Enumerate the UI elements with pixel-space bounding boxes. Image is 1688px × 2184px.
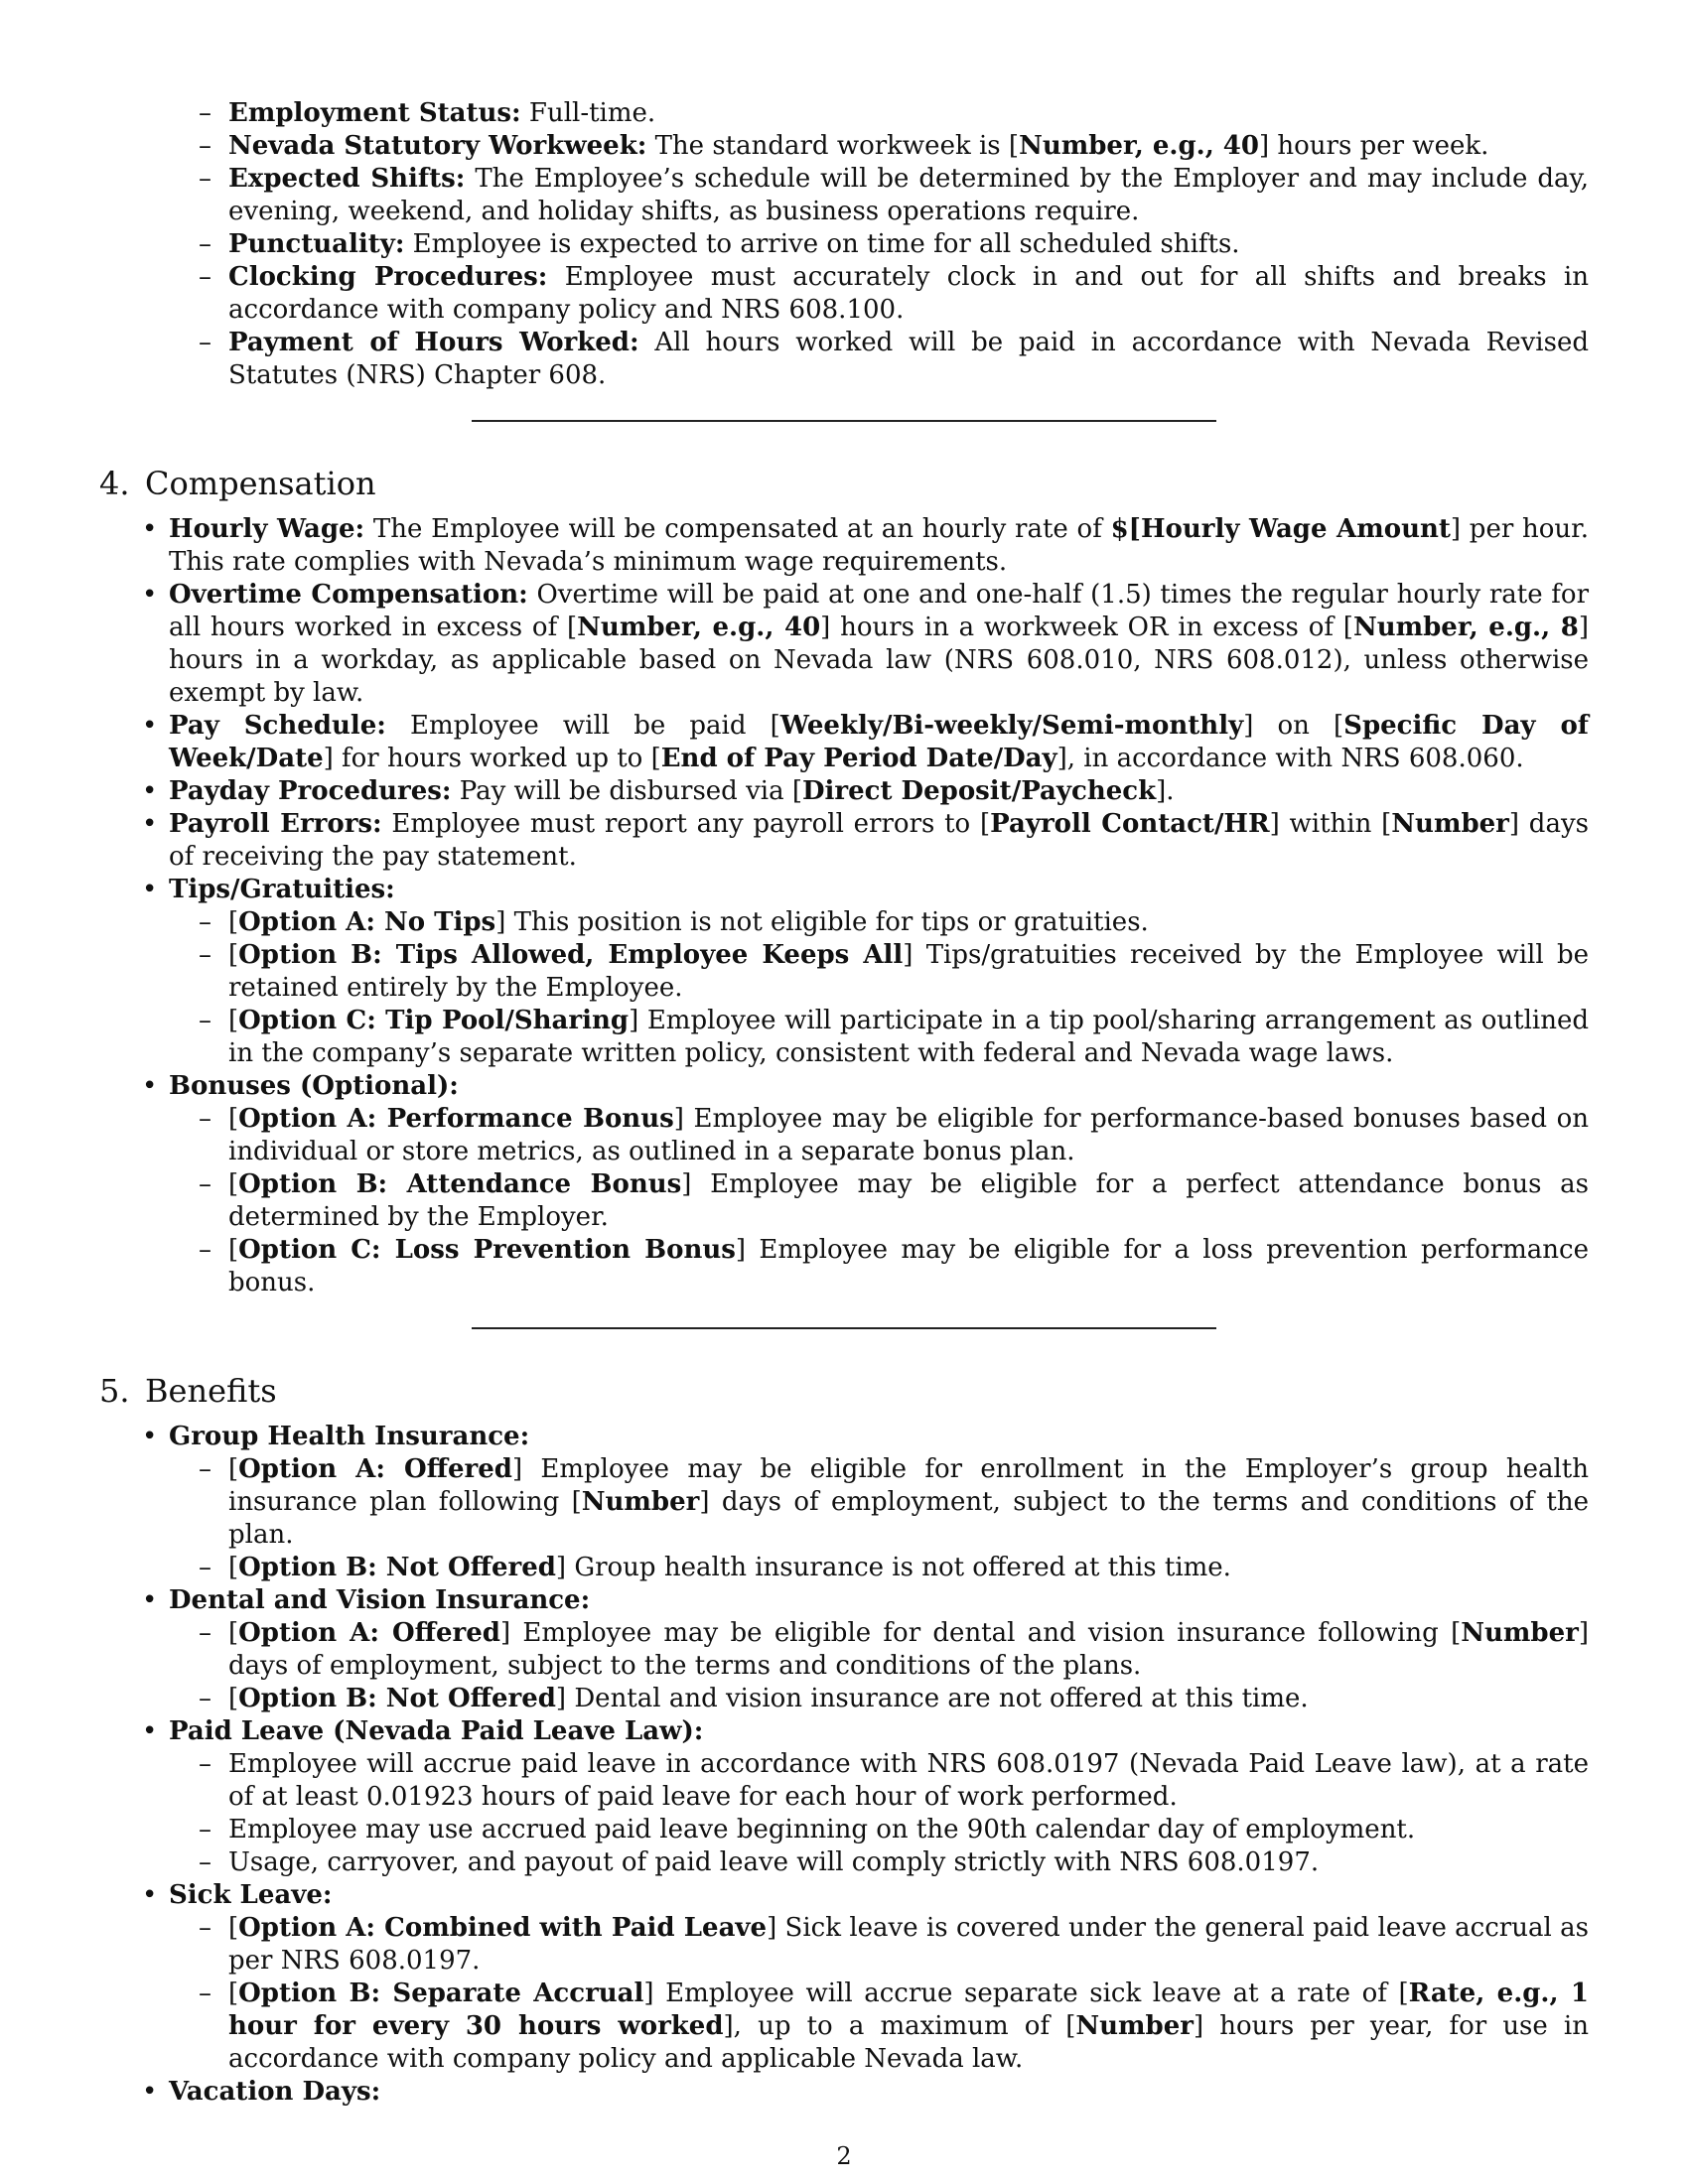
list-item-bonuses: • Bonuses (Optional): – [Option A: Performance Bonus] Employee may be eligible for performance-based bonuses based on individual or store metrics, as outlined in a separate bonus plan. – [Option B: Attendance Bonus] Employee may be eligible for a perfect attendance bonus as determined by the Employer. – [Option C: Loss Prevention Bonus] Employee may be eligible for a loss prevention performance bonus. [169, 1070, 1589, 1299]
list-item: – [Option B: Attendance Bonus] Employee may be eligible for a perfect attendance bonus as determined by the Employer. [228, 1168, 1589, 1234]
tips-options [169, 906, 1589, 1070]
list-item-paid-leave: • Paid Leave (Nevada Paid Leave Law): – Employee will accrue paid leave in accordance with NRS 608.0197 (Nevada Paid Leave law), at a rate of at least 0.01923 hours of paid leave for each hour of work performed. – Employee may use accrued paid leave beginning on the 90th calendar day of employment. – Usage, carryover, and payout of paid leave will comply strictly with NRS 608.0197. [169, 1715, 1589, 1879]
list-item: – [Option A: No Tips] This position is not eligible for tips or gratuities. [228, 906, 1589, 939]
list-item-tips: • Tips/Gratuities: – [Option A: No Tips] This position is not eligible for tips or gratuities. – [Option B: Tips Allowed, Employee Keeps All] Tips/gratuities received by the Employee will be retained entirely by the Employee. – [Option C: Tip Pool/Sharing] Employee will participate in a tip pool/sharing arrangement as outlined in the company’s separate written policy, consistent with federal and Nevada wage laws. [169, 874, 1589, 1070]
list-item-health: • Group Health Insurance: – [Option A: Offered] Employee may be eligible for enrollment in the Employer’s group health insurance plan following [Number] days of employment, subject to the terms and conditions of the plan. – [Option B: Not Offered] Group health insurance is not offered at this time. [169, 1421, 1589, 1584]
list-item: – Employee will accrue paid leave in accordance with NRS 608.0197 (Nevada Paid Leave law), at a rate of at least 0.01923 hours of paid leave for each hour of work performed. [228, 1748, 1589, 1814]
section-heading-compensation: 4. Compensation [99, 465, 376, 502]
list-item: – [Option B: Separate Accrual] Employee will accrue separate sick leave at a rate of [Rate, e.g., 1 hour for every 30 hours worked], up to a maximum of [Number] hours per year, for use in accordance with company policy and applicable Nevada law. [228, 1978, 1589, 2076]
list-item: – [Option A: Offered] Employee may be eligible for enrollment in the Employer’s group health insurance plan following [Number] days of employment, subject to the terms and conditions of the plan. [228, 1453, 1589, 1552]
list-item: – [Option C: Tip Pool/Sharing] Employee will participate in a tip pool/sharing arrangement as outlined in the company’s separate written policy, consistent with federal and Nevada wage laws. [228, 1005, 1589, 1070]
list-item: – [Option A: Offered] Employee may be eligible for dental and vision insurance following [Number] days of employment, subject to the terms and conditions of the plans. [228, 1617, 1589, 1683]
list-item: – [Option A: Performance Bonus] Employee may be eligible for performance-based bonuses based on individual or store metrics, as outlined in a separate bonus plan. [228, 1103, 1589, 1168]
section-heading-benefits: 5. Benefits [99, 1372, 277, 1410]
list-item-payday: • Payday Procedures: Pay will be disbursed via [Direct Deposit/Paycheck]. [169, 775, 1589, 808]
list-item-payroll-errors: • Payroll Errors: Employee must report any payroll errors to [Payroll Contact/HR] within [Number] days of receiving the pay statement. [169, 808, 1589, 874]
paid-leave-items [169, 1748, 1589, 1879]
list-item: – [Option A: Combined with Paid Leave] Sick leave is covered under the general paid leave accrual as per NRS 608.0197. [228, 1912, 1589, 1978]
list-item: – [Option B: Not Offered] Group health insurance is not offered at this time. [228, 1552, 1589, 1584]
list-item-vacation: • Vacation Days: [169, 2076, 1589, 2109]
compensation-list [99, 513, 1589, 1299]
list-item: – Clocking Procedures: Employee must accurately clock in and out for all shifts and breaks in accordance with company policy and NRS 608.100. [228, 261, 1589, 327]
bonus-options [169, 1103, 1589, 1299]
health-options [169, 1453, 1589, 1584]
page-number: 2 [836, 2142, 852, 2170]
list-item: – Expected Shifts: The Employee’s schedule will be determined by the Employer and may include day, evening, weekend, and holiday shifts, as business operations require. [228, 163, 1589, 228]
list-item: – Employment Status: Full-time. [228, 97, 1589, 130]
list-item-pay-schedule: • Pay Schedule: Employee will be paid [Weekly/Bi-weekly/Semi-monthly] on [Specific Day of Week/Date] for hours worked up to [End of Pay Period Date/Day], in accordance with NRS 608.060. [169, 710, 1589, 775]
list-item-hourly-wage: • Hourly Wage: The Employee will be compensated at an hourly rate of $[Hourly Wage Amount] per hour. This rate complies with Nevada’s minimum wage requirements. [169, 513, 1589, 579]
benefits-list [99, 1421, 1589, 2109]
list-item: – [Option B: Not Offered] Dental and vision insurance are not offered at this time. [228, 1683, 1589, 1715]
list-item-sick-leave: • Sick Leave: – [Option A: Combined with Paid Leave] Sick leave is covered under the general paid leave accrual as per NRS 608.0197. – [Option B: Separate Accrual] Employee will accrue separate sick leave at a rate of [Rate, e.g., 1 hour for every 30 hours worked], up to a maximum of [Number] hours per year, for use in accordance with company policy and applicable Nevada law. [169, 1879, 1589, 2076]
list-item: – Employee may use accrued paid leave beginning on the 90th calendar day of employment. [228, 1814, 1589, 1846]
list-item-dental: • Dental and Vision Insurance: – [Option A: Offered] Employee may be eligible for dental and vision insurance following [Number] days of employment, subject to the terms and conditions of the plans. – [Option B: Not Offered] Dental and vision insurance are not offered at this time. [169, 1584, 1589, 1715]
document-page [99, 97, 1589, 2109]
sick-leave-options [169, 1912, 1589, 2076]
list-item: – Payment of Hours Worked: All hours worked will be paid in accordance with Nevada Revised Statutes (NRS) Chapter 608. [228, 327, 1589, 392]
list-item: – Punctuality: Employee is expected to arrive on time for all scheduled shifts. [228, 228, 1589, 261]
list-item-overtime: • Overtime Compensation: Overtime will be paid at one and one-half (1.5) times the regular hourly rate for all hours worked in excess of [Number, e.g., 40] hours in a workweek OR in excess of [Number, e.g., 8] hours in a workday, as applicable based on Nevada law (NRS 608.010, NRS 608.012), unless otherwise exempt by law. [169, 579, 1589, 710]
list-item: – Nevada Statutory Workweek: The standard workweek is [Number, e.g., 40] hours per week. [228, 130, 1589, 163]
list-item: – [Option B: Tips Allowed, Employee Keeps All] Tips/gratuities received by the Employee will be retained entirely by the Employee. [228, 939, 1589, 1005]
schedule-details-list [99, 97, 1589, 392]
list-item: – Usage, carryover, and payout of paid leave will comply strictly with NRS 608.0197. [228, 1846, 1589, 1879]
list-item: – [Option C: Loss Prevention Bonus] Employee may be eligible for a loss prevention performance bonus. [228, 1234, 1589, 1299]
dental-options [169, 1617, 1589, 1715]
